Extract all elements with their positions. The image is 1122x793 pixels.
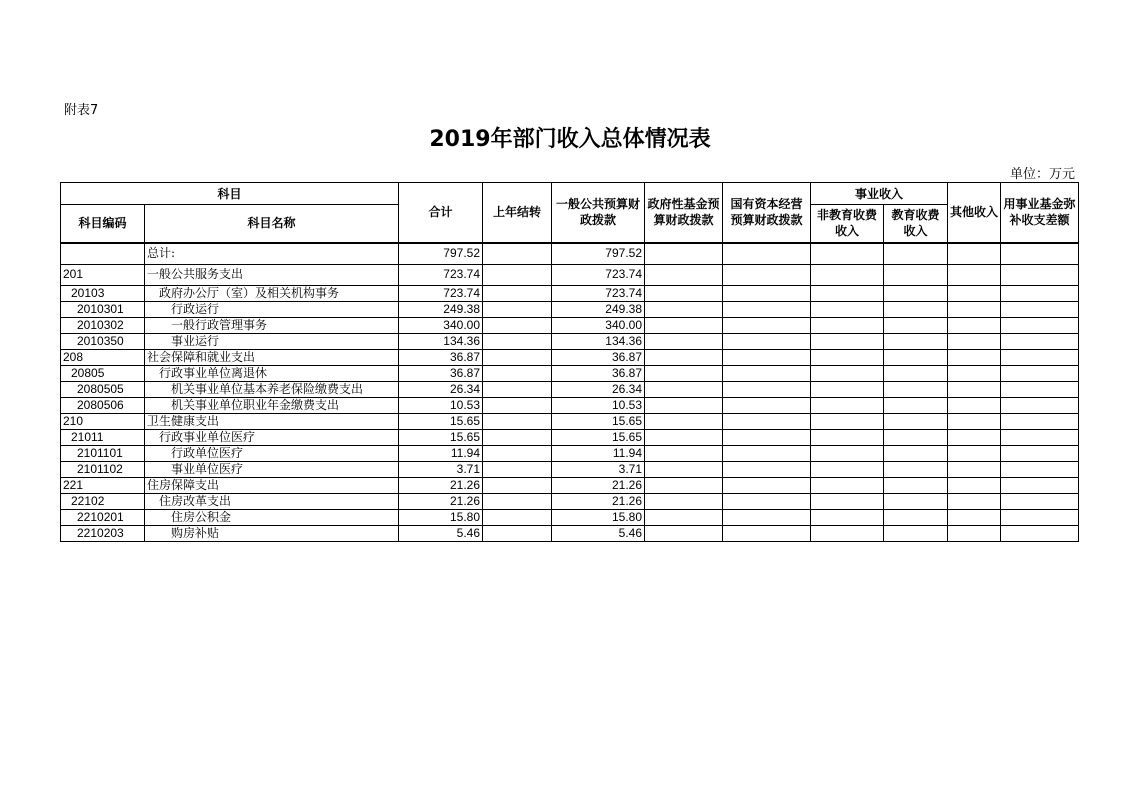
table-row <box>61 381 1079 397</box>
total-other <box>948 243 1001 265</box>
row-non-edu <box>811 365 884 381</box>
row-edu <box>884 317 948 333</box>
row-total: 21.26 <box>399 493 483 509</box>
row-state-capital <box>723 413 811 429</box>
header-fund-gap: 用事业基金弥补收支差额 <box>1001 183 1079 243</box>
row-other <box>948 317 1001 333</box>
total-edu <box>884 243 948 265</box>
table-row <box>61 429 1079 445</box>
table-row <box>61 413 1079 429</box>
row-non-edu <box>811 461 884 477</box>
row-carryover <box>483 477 552 493</box>
row-carryover <box>483 493 552 509</box>
row-other <box>948 477 1001 493</box>
header-gov-fund: 政府性基金预算财政拨款 <box>645 183 723 243</box>
row-non-edu <box>811 525 884 541</box>
row-edu <box>884 525 948 541</box>
row-total: 36.87 <box>399 349 483 365</box>
table-row <box>61 365 1079 381</box>
total-row <box>61 243 1079 265</box>
total-code <box>61 243 145 265</box>
row-total: 134.36 <box>399 333 483 349</box>
table-row <box>61 285 1079 301</box>
row-general: 5.46 <box>552 525 645 541</box>
row-other <box>948 349 1001 365</box>
row-other <box>948 509 1001 525</box>
row-gov-fund <box>645 365 723 381</box>
row-name: 行政运行 <box>145 301 399 317</box>
row-code: 22102 <box>61 493 145 509</box>
row-code: 210 <box>61 413 145 429</box>
header-edu: 教育收费收入 <box>884 205 948 243</box>
row-code: 2080505 <box>61 381 145 397</box>
table-row <box>61 349 1079 365</box>
row-non-edu <box>811 413 884 429</box>
row-state-capital <box>723 461 811 477</box>
row-gov-fund <box>645 264 723 285</box>
row-carryover <box>483 429 552 445</box>
row-other <box>948 397 1001 413</box>
row-general: 15.80 <box>552 509 645 525</box>
row-gov-fund <box>645 333 723 349</box>
row-non-edu <box>811 317 884 333</box>
row-edu <box>884 301 948 317</box>
row-general: 21.26 <box>552 477 645 493</box>
row-general: 340.00 <box>552 317 645 333</box>
row-fund-gap <box>1001 317 1079 333</box>
table-row <box>61 477 1079 493</box>
row-state-capital <box>723 429 811 445</box>
row-fund-gap <box>1001 285 1079 301</box>
row-edu <box>884 477 948 493</box>
row-state-capital <box>723 509 811 525</box>
row-edu <box>884 333 948 349</box>
row-general: 134.36 <box>552 333 645 349</box>
row-carryover <box>483 301 552 317</box>
row-total: 36.87 <box>399 365 483 381</box>
row-edu <box>884 445 948 461</box>
header-business-income: 事业收入 <box>811 183 948 205</box>
row-name: 住房保障支出 <box>145 477 399 493</box>
row-code: 2210201 <box>61 509 145 525</box>
row-state-capital <box>723 333 811 349</box>
row-state-capital <box>723 285 811 301</box>
row-non-edu <box>811 381 884 397</box>
row-non-edu <box>811 477 884 493</box>
row-fund-gap <box>1001 429 1079 445</box>
row-name: 行政事业单位医疗 <box>145 429 399 445</box>
row-name: 政府办公厅（室）及相关机构事务 <box>145 285 399 301</box>
header-total: 合计 <box>399 183 483 243</box>
row-code: 2010302 <box>61 317 145 333</box>
row-gov-fund <box>645 397 723 413</box>
table-row <box>61 317 1079 333</box>
row-name: 行政事业单位离退休 <box>145 365 399 381</box>
row-fund-gap <box>1001 264 1079 285</box>
income-table <box>60 182 1079 542</box>
row-name: 一般公共服务支出 <box>145 264 399 285</box>
row-carryover <box>483 445 552 461</box>
row-general: 723.74 <box>552 285 645 301</box>
row-other <box>948 429 1001 445</box>
row-non-edu <box>811 264 884 285</box>
row-carryover <box>483 365 552 381</box>
row-state-capital <box>723 445 811 461</box>
row-state-capital <box>723 349 811 365</box>
row-state-capital <box>723 381 811 397</box>
row-edu <box>884 349 948 365</box>
row-edu <box>884 461 948 477</box>
row-edu <box>884 413 948 429</box>
row-name: 一般行政管理事务 <box>145 317 399 333</box>
row-edu <box>884 509 948 525</box>
row-fund-gap <box>1001 509 1079 525</box>
table-row <box>61 333 1079 349</box>
row-state-capital <box>723 397 811 413</box>
row-name: 事业运行 <box>145 333 399 349</box>
row-other <box>948 445 1001 461</box>
row-fund-gap <box>1001 477 1079 493</box>
total-name: 总计: <box>145 243 399 265</box>
table-row <box>61 264 1079 285</box>
header-non-edu: 非教育收费收入 <box>811 205 884 243</box>
total-non-edu <box>811 243 884 265</box>
header-general-budget: 一般公共预算财政拨款 <box>552 183 645 243</box>
table-row <box>61 397 1079 413</box>
row-other <box>948 381 1001 397</box>
row-general: 36.87 <box>552 349 645 365</box>
row-fund-gap <box>1001 461 1079 477</box>
row-state-capital <box>723 477 811 493</box>
row-fund-gap <box>1001 525 1079 541</box>
row-general: 723.74 <box>552 264 645 285</box>
row-carryover <box>483 333 552 349</box>
page-title: 2019年部门收入总体情况表 <box>429 127 711 152</box>
row-gov-fund <box>645 509 723 525</box>
row-total: 249.38 <box>399 301 483 317</box>
header-other: 其他收入 <box>948 183 1001 243</box>
row-non-edu <box>811 301 884 317</box>
row-other <box>948 413 1001 429</box>
total-carryover <box>483 243 552 265</box>
row-gov-fund <box>645 525 723 541</box>
row-code: 2080506 <box>61 397 145 413</box>
row-general: 15.65 <box>552 429 645 445</box>
row-carryover <box>483 285 552 301</box>
row-general: 26.34 <box>552 381 645 397</box>
row-general: 21.26 <box>552 493 645 509</box>
row-total: 723.74 <box>399 264 483 285</box>
row-general: 15.65 <box>552 413 645 429</box>
row-code: 2101102 <box>61 461 145 477</box>
row-name: 事业单位医疗 <box>145 461 399 477</box>
row-carryover <box>483 264 552 285</box>
row-carryover <box>483 381 552 397</box>
header-subject-group: 科目 <box>61 183 399 205</box>
row-non-edu <box>811 397 884 413</box>
row-gov-fund <box>645 381 723 397</box>
row-gov-fund <box>645 285 723 301</box>
row-gov-fund <box>645 349 723 365</box>
row-name: 行政单位医疗 <box>145 445 399 461</box>
row-general: 36.87 <box>552 365 645 381</box>
row-non-edu <box>811 349 884 365</box>
row-fund-gap <box>1001 365 1079 381</box>
row-code: 2101101 <box>61 445 145 461</box>
table-row <box>61 525 1079 541</box>
row-other <box>948 264 1001 285</box>
row-name: 社会保障和就业支出 <box>145 349 399 365</box>
row-carryover <box>483 317 552 333</box>
row-code: 208 <box>61 349 145 365</box>
row-edu <box>884 397 948 413</box>
row-general: 10.53 <box>552 397 645 413</box>
row-total: 26.34 <box>399 381 483 397</box>
row-edu <box>884 429 948 445</box>
row-fund-gap <box>1001 413 1079 429</box>
row-total: 15.65 <box>399 413 483 429</box>
row-state-capital <box>723 525 811 541</box>
appendix-label: 附表7 <box>64 103 99 118</box>
row-total: 10.53 <box>399 397 483 413</box>
row-name: 住房公积金 <box>145 509 399 525</box>
row-gov-fund <box>645 445 723 461</box>
row-total: 15.80 <box>399 509 483 525</box>
row-total: 3.71 <box>399 461 483 477</box>
row-edu <box>884 381 948 397</box>
row-code: 201 <box>61 264 145 285</box>
row-state-capital <box>723 317 811 333</box>
row-carryover <box>483 397 552 413</box>
row-other <box>948 333 1001 349</box>
row-non-edu <box>811 509 884 525</box>
row-total: 723.74 <box>399 285 483 301</box>
row-gov-fund <box>645 413 723 429</box>
row-fund-gap <box>1001 493 1079 509</box>
row-gov-fund <box>645 461 723 477</box>
row-general: 11.94 <box>552 445 645 461</box>
row-state-capital <box>723 264 811 285</box>
row-carryover <box>483 349 552 365</box>
table-row <box>61 301 1079 317</box>
table-row <box>61 445 1079 461</box>
row-non-edu <box>811 333 884 349</box>
row-state-capital <box>723 365 811 381</box>
row-edu <box>884 365 948 381</box>
row-total: 11.94 <box>399 445 483 461</box>
unit-label: 单位：万元 <box>1010 167 1076 182</box>
header-subject-code: 科目编码 <box>61 205 145 243</box>
total-general: 797.52 <box>552 243 645 265</box>
row-code: 221 <box>61 477 145 493</box>
row-code: 2210203 <box>61 525 145 541</box>
row-non-edu <box>811 445 884 461</box>
total-total: 797.52 <box>399 243 483 265</box>
header-subject-name: 科目名称 <box>145 205 399 243</box>
row-name: 机关事业单位基本养老保险缴费支出 <box>145 381 399 397</box>
row-gov-fund <box>645 301 723 317</box>
row-carryover <box>483 413 552 429</box>
row-name: 购房补贴 <box>145 525 399 541</box>
table-row <box>61 509 1079 525</box>
row-gov-fund <box>645 477 723 493</box>
row-other <box>948 461 1001 477</box>
row-name: 住房改革支出 <box>145 493 399 509</box>
row-fund-gap <box>1001 397 1079 413</box>
table-row <box>61 493 1079 509</box>
row-non-edu <box>811 429 884 445</box>
row-gov-fund <box>645 493 723 509</box>
row-general: 249.38 <box>552 301 645 317</box>
row-total: 5.46 <box>399 525 483 541</box>
row-edu <box>884 493 948 509</box>
row-carryover <box>483 461 552 477</box>
total-state-capital <box>723 243 811 265</box>
row-edu <box>884 285 948 301</box>
row-fund-gap <box>1001 381 1079 397</box>
row-other <box>948 301 1001 317</box>
row-gov-fund <box>645 317 723 333</box>
row-state-capital <box>723 301 811 317</box>
row-other <box>948 365 1001 381</box>
row-other <box>948 285 1001 301</box>
row-code: 20103 <box>61 285 145 301</box>
row-fund-gap <box>1001 349 1079 365</box>
row-fund-gap <box>1001 333 1079 349</box>
total-gov-fund <box>645 243 723 265</box>
row-name: 卫生健康支出 <box>145 413 399 429</box>
row-edu <box>884 264 948 285</box>
row-carryover <box>483 509 552 525</box>
row-code: 21011 <box>61 429 145 445</box>
row-carryover <box>483 525 552 541</box>
header-state-capital: 国有资本经营预算财政拨款 <box>723 183 811 243</box>
row-other <box>948 525 1001 541</box>
row-fund-gap <box>1001 301 1079 317</box>
table-row <box>61 461 1079 477</box>
row-code: 2010301 <box>61 301 145 317</box>
row-total: 15.65 <box>399 429 483 445</box>
header-carryover: 上年结转 <box>483 183 552 243</box>
row-general: 3.71 <box>552 461 645 477</box>
total-fund-gap <box>1001 243 1079 265</box>
row-non-edu <box>811 285 884 301</box>
row-total: 340.00 <box>399 317 483 333</box>
row-state-capital <box>723 493 811 509</box>
row-non-edu <box>811 493 884 509</box>
row-gov-fund <box>645 429 723 445</box>
row-fund-gap <box>1001 445 1079 461</box>
row-name: 机关事业单位职业年金缴费支出 <box>145 397 399 413</box>
row-code: 20805 <box>61 365 145 381</box>
row-total: 21.26 <box>399 477 483 493</box>
row-code: 2010350 <box>61 333 145 349</box>
row-other <box>948 493 1001 509</box>
